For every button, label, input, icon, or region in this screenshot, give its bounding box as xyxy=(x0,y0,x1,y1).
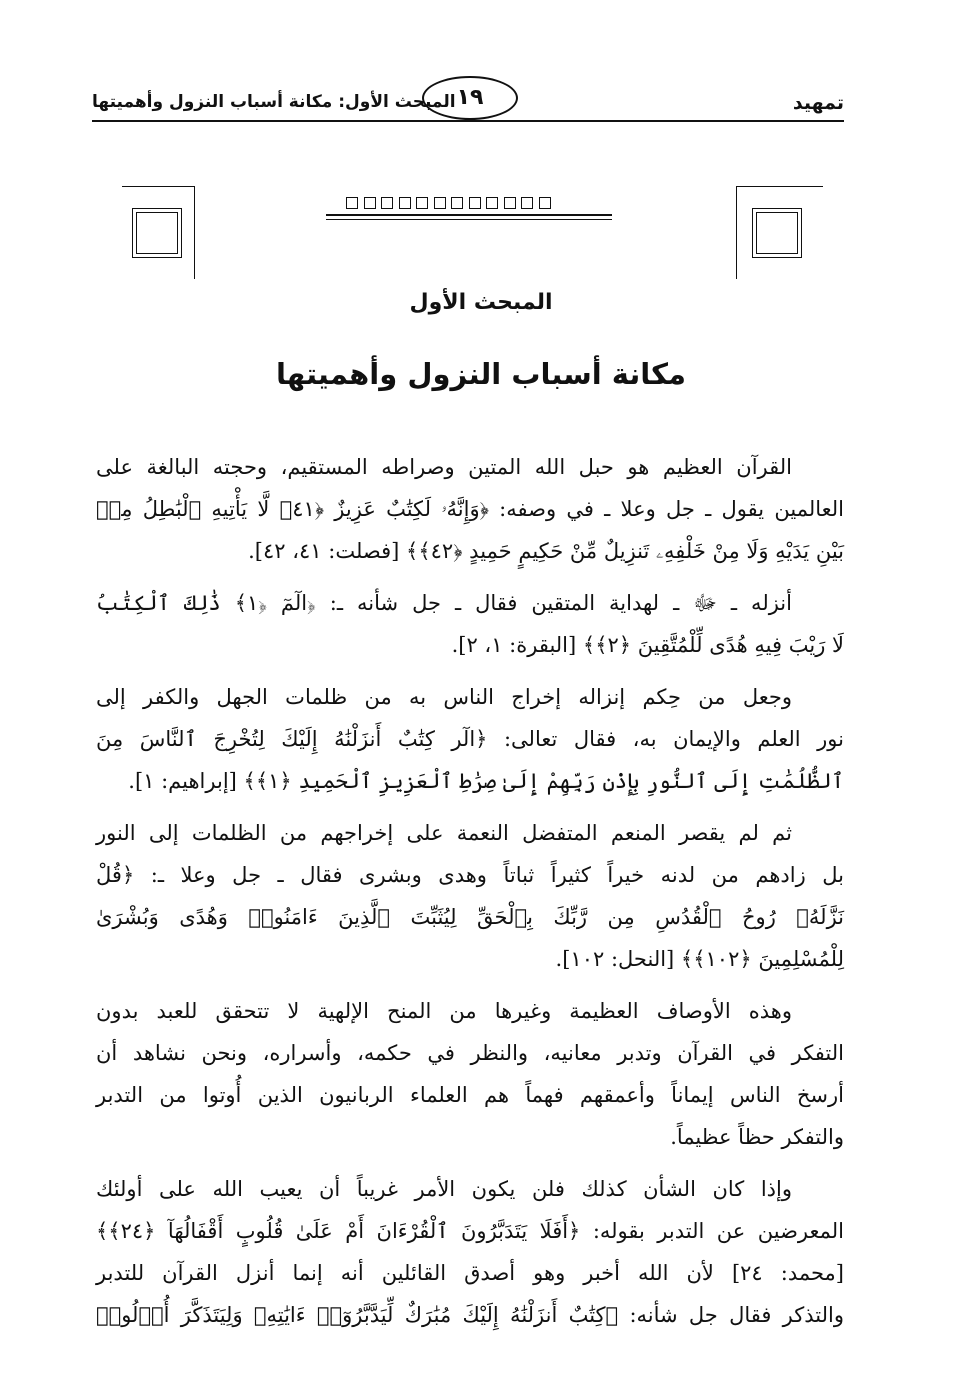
divider-rule xyxy=(326,214,612,216)
decorative-box-row xyxy=(346,197,551,209)
running-header xyxy=(92,80,844,122)
text-line: نور العلم والإيمان به، فقال تعالى: ﴿الٓر كِتَٰبٌ أَنزَلْنَٰهُ إِلَيْكَ لِتُخْرِجَ ٱلنَّاسَ مِنَ xyxy=(96,727,844,751)
text-line: أنزله ـ ﷻ ـ لهداية المتقين فقال ـ جل شأنه ـ: ﴿الٓمٓ ﴿١﴾ ذَٰلِكَ ٱلْكِتَٰبُ xyxy=(96,591,792,615)
paragraph xyxy=(96,582,844,666)
text-line: والتفكر حظاً عظيماً. xyxy=(670,1125,844,1149)
body-text xyxy=(96,446,844,1346)
page-number: ١٩ xyxy=(422,76,518,120)
square-ornament-right xyxy=(756,212,798,254)
divider-rule-thin xyxy=(326,219,612,220)
text-line: أرسخ الناس إيماناً وأعمقهم فهماً هم العلماء الربانيون الذين أُوتوا من التدبر xyxy=(96,1083,844,1107)
square-ornament-left xyxy=(136,212,178,254)
text-line: لَا رَيْبَ فِيهِ هُدًى لِّلْمُتَّقِينَ ﴿٢﴾﴾ [البقرة: ١، ٢]. xyxy=(451,633,844,657)
paragraph xyxy=(96,1168,844,1336)
text-line: المعرضين عن التدبر بقوله: ﴿أَفَلَا يَتَدَبَّرُونَ ٱلْقُرْءَانَ أَمْ عَلَىٰ قُلُوبٍ أَقْفَالُهَآ ﴿٢٤﴾﴾ xyxy=(96,1219,844,1243)
text-line: ثم لم يقصر المنعم المتفضل النعمة على إخراجهم من الظلمات إلى النور xyxy=(96,821,792,845)
text-line: التفكر في القرآن وتدبر معانيه، والنظر في حكمه، وأسراره، ونحن نشاهد أن xyxy=(96,1041,844,1065)
text-line: وهذه الأوصاف العظيمة وغيرها من المنح الإلهية لا تتحقق للعبد بدون xyxy=(96,999,792,1023)
paragraph xyxy=(96,676,844,802)
text-line: لِلْمُسْلِمِينَ ﴿١٠٢﴾﴾ [النحل: ١٠٢]. xyxy=(555,947,844,971)
page-title: مكانة أسباب النزول وأهميتها xyxy=(276,357,686,391)
text-line: بل زادهم من لدنه خيراً كثيراً ثباتاً وهدى وبشرى فقال ـ جل وعلا ـ: ﴿قُلْ xyxy=(96,863,844,887)
text-line: القرآن العظيم هو حبل الله المتين وصراطه المستقيم، وحجته البالغة على xyxy=(96,455,792,479)
text-line: وإذا كان الشأن كذلك فلن يكون الأمر غريباً أن يعيب الله على أولئك xyxy=(96,1177,792,1201)
paragraph xyxy=(96,990,844,1158)
paragraph xyxy=(96,446,844,572)
paragraph xyxy=(96,812,844,980)
text-line: والتذكر فقال جل شأنه: ﴿كِتَٰبٌ أَنزَلْنَٰهُ إِلَيْكَ مُبَٰرَكٌ لِّيَدَّبَّرُوٓا۟ ءَايَٰتِهِۦ وَلِيَتَذَكَّرَ أُو۟لُوا۟ xyxy=(96,1303,844,1327)
text-line: وجعل من حِكم إنزاله إخراج الناس به من ظلمات الجهل والكفر إلى xyxy=(96,685,792,709)
text-line: نَزَّلَهُۥ رُوحُ ٱلْقُدُسِ مِن رَّبِّكَ بِٱلْحَقِّ لِيُثَبِّتَ ٱلَّذِينَ ءَامَنُوا۟ وَهُدًى وَبُشْرَىٰ xyxy=(96,905,844,929)
text-line: [محمد: ٢٤] لأن الله أخبر وهو أصدق القائلين أنه إنما أنزل القرآن للتدبر xyxy=(96,1261,844,1285)
text-line: العالمين يقول ـ جل وعلا ـ في وصفه: ﴿وَإِنَّهُۥ لَكِتَٰبٌ عَزِيزٌ ﴿٤١﴾ لَّا يَأْتِيهِ ٱلْبَٰطِلُ مِنۢ xyxy=(96,497,844,521)
section-running-title: المبحث الأول: مكانة أسباب النزول وأهميتها xyxy=(92,92,456,112)
section-label: المبحث الأول xyxy=(409,290,553,315)
text-line: بَيْنِ يَدَيْهِ وَلَا مِنْ خَلْفِهِۦ تَنزِيلٌ مِّنْ حَكِيمٍ حَمِيدٍ ﴿٤٢﴾﴾ [فصلت: ٤١، ٤٢]. xyxy=(248,539,844,563)
chapter-name: تمهيد xyxy=(792,92,844,114)
text-line: ٱلظُّلُمَٰتِ إِلَى ٱلنُّورِ بِإِذْنِ رَبِّهِمْ إِلَىٰ صِرَٰطِ ٱلْعَزِيزِ ٱلْحَمِيدِ ﴿١﴾﴾ [إبراهيم: ١]. xyxy=(128,769,844,793)
